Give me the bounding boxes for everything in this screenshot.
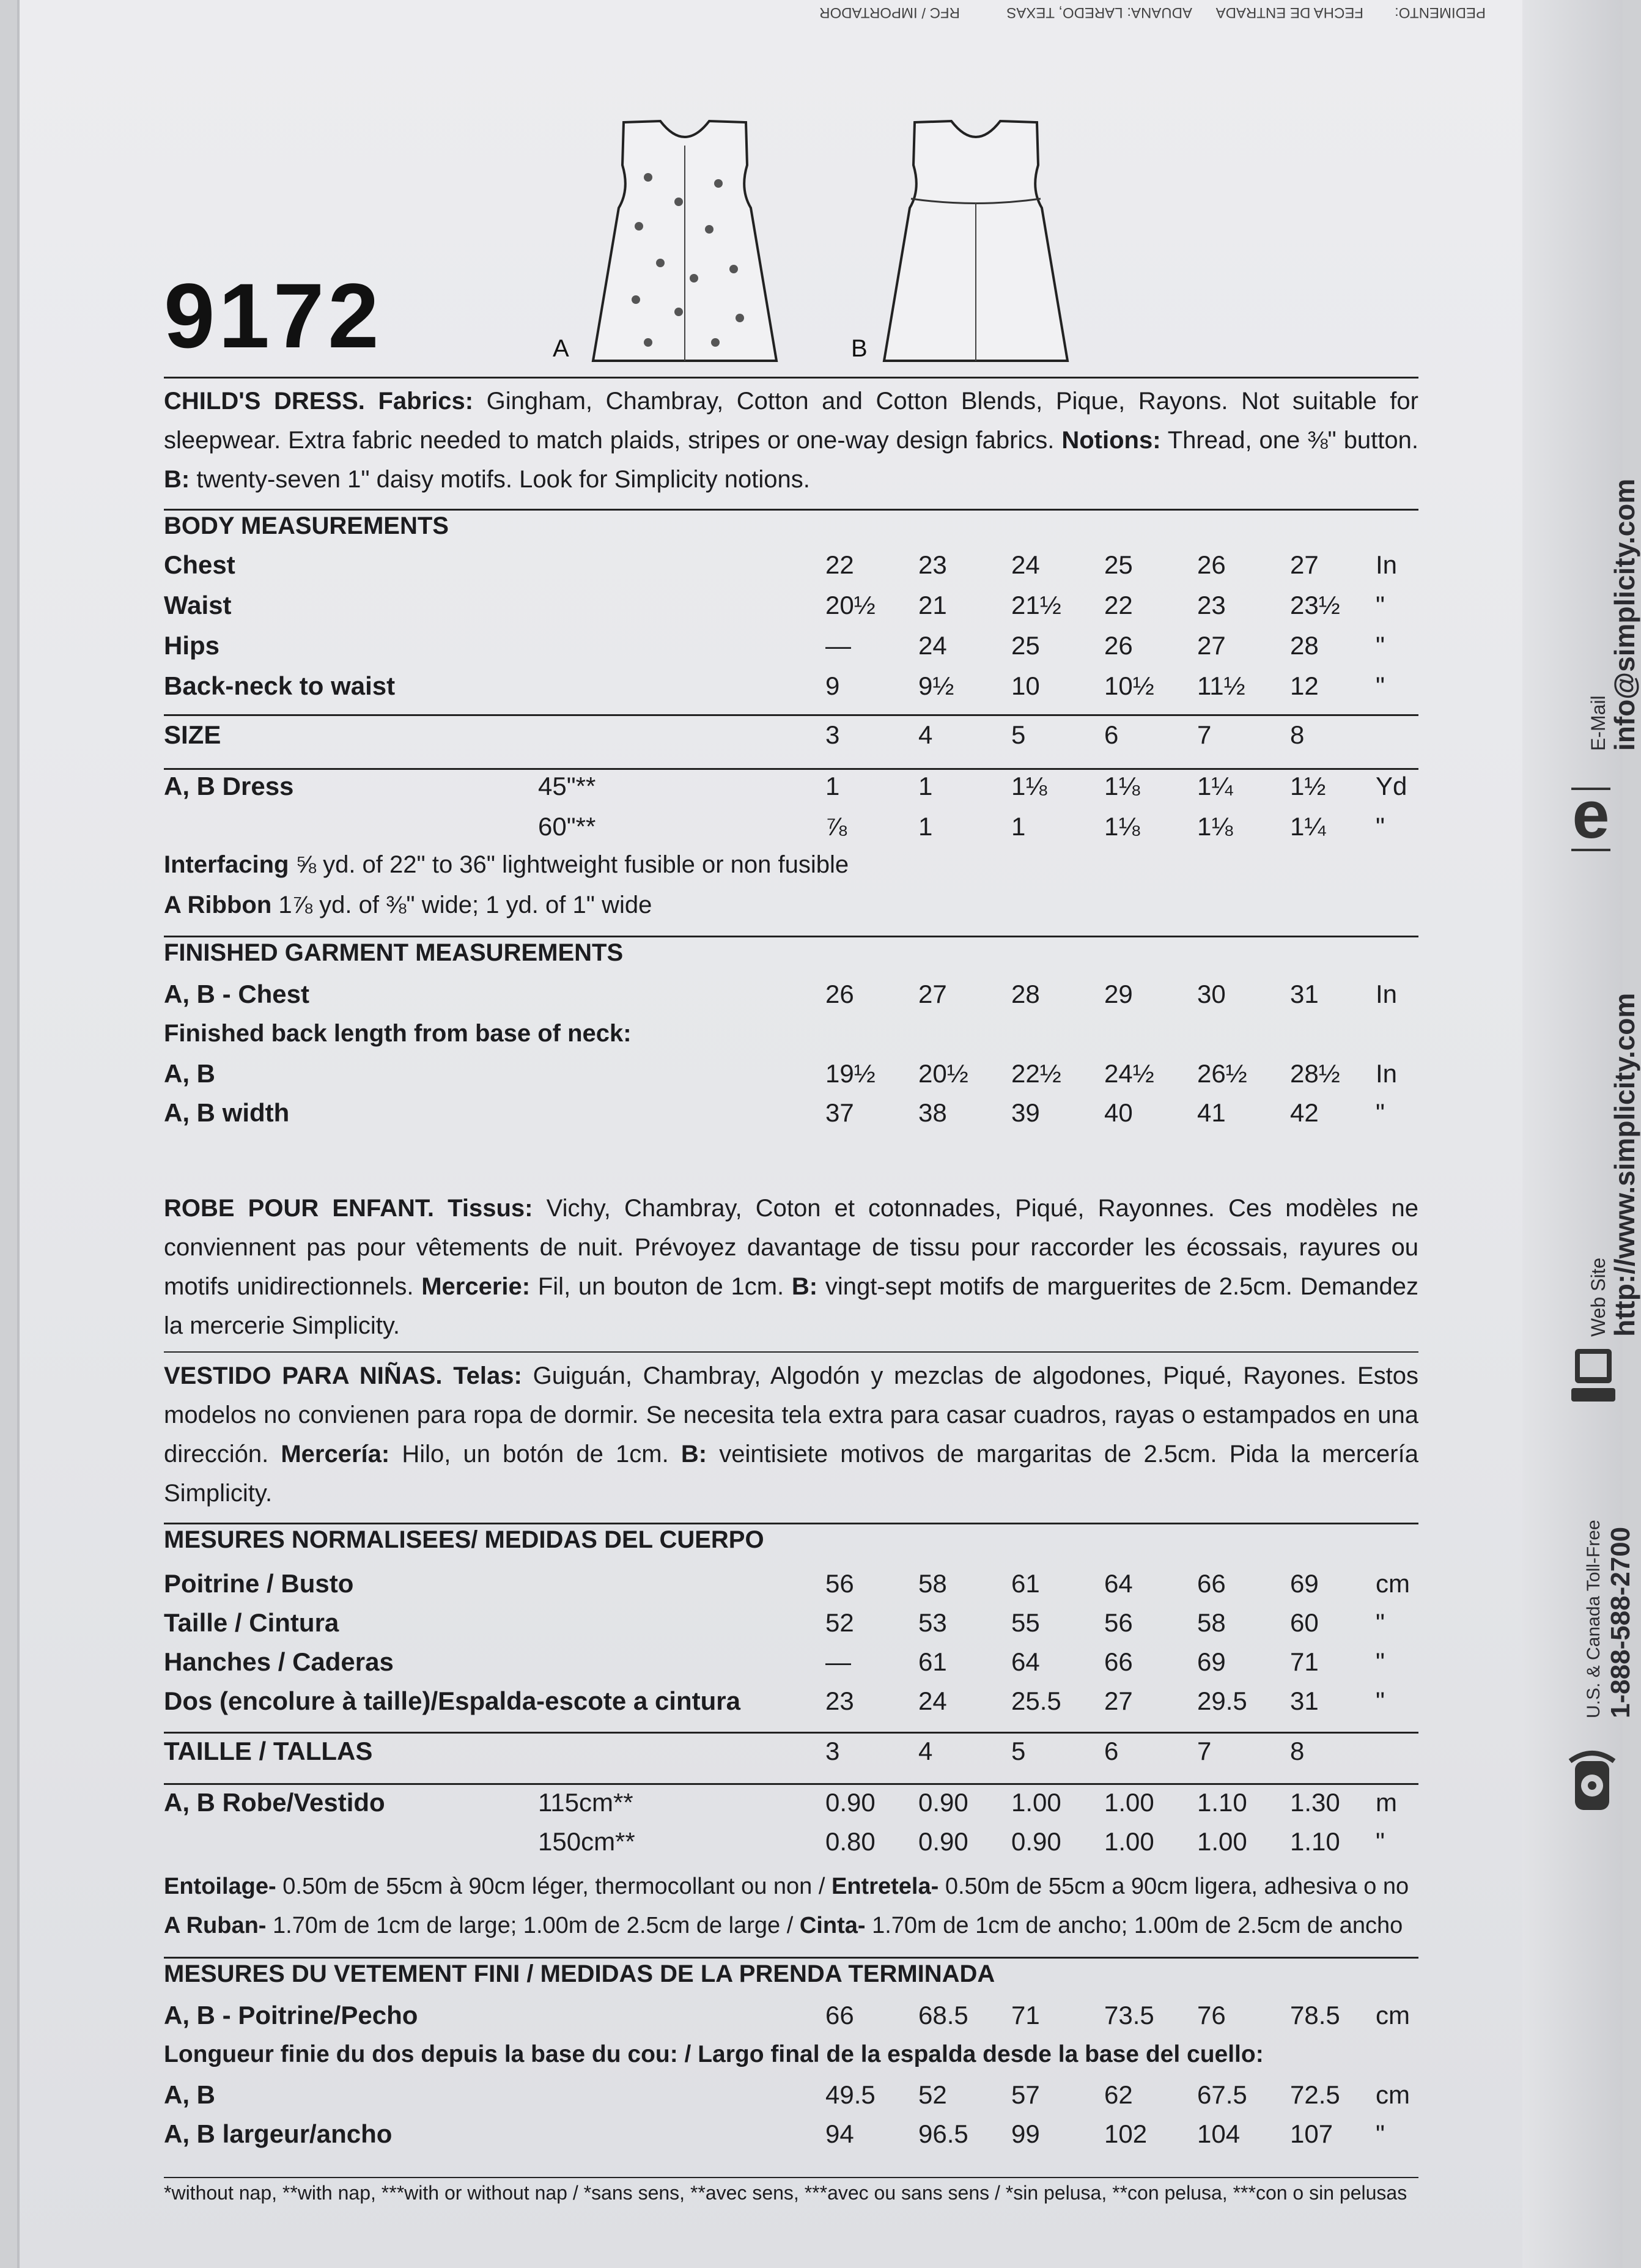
title-en: CHILD'S DRESS. [164,388,365,415]
divider [164,768,1418,770]
size-value: 104 [1197,2119,1241,2148]
size-value: 22 [825,550,854,579]
size-value: 1 [825,772,840,800]
unit: In [1376,1059,1398,1088]
size-value: 55 [1011,1608,1040,1637]
size-value: 0.90 [825,1788,876,1817]
size-value: 1⅛ [1104,812,1140,841]
size-value: 69 [1197,1647,1226,1676]
footnote: *without nap, **with nap, ***with or without nap / *sans sens, **avec sens, ***avec ou sans sens / *sin pelusa, **con pelusa, ***con o sin pelusas [164,2182,1407,2204]
fabric-width: 115cm** [538,1788,633,1817]
size-value: 64 [1104,1569,1133,1598]
metric-length-heading: Longueur finie du dos depuis la base du cou: / Largo final de la espalda desde la base del cuello: [164,2041,1264,2067]
size-value: 24 [1011,550,1040,579]
size-value: 21 [918,591,947,619]
fabrics-label-es: Telas: [453,1362,522,1389]
notions-label-fr: Mercerie: [421,1273,531,1300]
ruban-label: A Ruban- [164,1913,267,1938]
size-value: 64 [1011,1647,1040,1676]
unit: " [1376,812,1385,841]
email-label: E-Mail [1587,695,1609,751]
finished-length-heading: Finished back length from base of neck: [164,1020,632,1047]
description-en [164,382,1418,499]
size-value: 22 [1104,591,1133,619]
size-value: 1.00 [1197,1827,1247,1856]
size-value: 27 [918,980,947,1008]
size-value: 27 [1290,550,1319,579]
size-value: 9 [825,671,840,700]
size-value: 24 [918,631,947,660]
fabrics-fr: Vichy, Chambray, Coton et cotonnades, Piqué, Rayonnes. Ces modèles ne conviennent pas pour vêtements de nuit. Prévoyez davantage de tissu pour raccorder les écossais, rayures ou motifs unidirectionnels. [164,1195,1419,1300]
size-value: 3 [825,720,840,749]
size-value: 1.00 [1011,1788,1061,1817]
size-value: 22½ [1011,1059,1061,1088]
size-value: 62 [1104,2080,1133,2109]
size-value: 7 [1197,720,1212,749]
size-value: 5 [1011,1737,1026,1765]
table-row [164,2001,1418,2037]
row-label: Chest [164,550,235,579]
size-value: 23 [1197,591,1226,619]
description-fr [164,1189,1418,1345]
customs-aduana: ADUANA: LAREDO, TEXAS [1006,4,1192,21]
size-value: 66 [1197,1569,1226,1598]
size-value: 9½ [918,671,954,700]
b-text-es: veintisiete motivos de margaritas de 2.5cm. Pida la mercería Simplicity. [164,1441,1418,1507]
table-row [164,2119,1418,2156]
divider [164,936,1418,937]
view-a-label: A [553,335,569,362]
size-value: 1.10 [1197,1788,1247,1817]
size-value: 58 [1197,1608,1226,1637]
table-row [164,2080,1418,2117]
size-value: 72.5 [1290,2080,1340,2109]
size-value: 1⅛ [1011,772,1047,800]
size-value: 60 [1290,1608,1319,1637]
table-row [164,1647,1418,1684]
table-row [164,1686,1418,1723]
size-value: 6 [1104,1737,1119,1765]
size-value: 78.5 [1290,2001,1340,2030]
customs-rfc: RFC / IMPORTADOR [819,4,960,21]
cinta-text: 1.70m de 1cm de ancho; 1.00m de 2.5cm de ancho [872,1913,1403,1938]
interfacing-label: Interfacing [164,851,289,878]
unit: " [1376,591,1385,619]
size-value: 8 [1290,720,1305,749]
size-value: 58 [918,1569,947,1598]
b-text-en: twenty-seven 1" daisy motifs. Look for Simplicity notions. [196,466,810,493]
table-row [164,1608,1418,1645]
divider [164,1351,1418,1353]
size-value: 24 [918,1686,947,1715]
divider [164,509,1418,511]
size-value: 53 [918,1608,947,1637]
row-label: Poitrine / Busto [164,1569,354,1598]
unit: In [1376,550,1398,579]
divider [164,1783,1418,1785]
unit: " [1376,1608,1385,1637]
entoilage-label: Entoilage- [164,1874,276,1899]
size-value: 23½ [1290,591,1340,619]
size-value: 96.5 [918,2119,968,2148]
fabrics-en: Gingham, Chambray, Cotton and Cotton Blends, Pique, Rayons. Not suitable for sleepwear. Extra fabric needed to match plaids, stripes or one-way design fabrics. [164,388,1418,454]
size-value: 28½ [1290,1059,1340,1088]
size-value: 31 [1290,980,1319,1008]
size-value: 56 [825,1569,854,1598]
size-value: 94 [825,2119,854,2148]
size-value: 4 [918,720,933,749]
view-b-label: B [851,335,868,362]
size-value: 21½ [1011,591,1061,619]
size-value: 23 [918,550,947,579]
size-value: 102 [1104,2119,1148,2148]
size-value: 1¼ [1290,812,1326,841]
size-value: 1⅛ [1197,812,1233,841]
notions-es: Hilo, un botón de 1cm. [402,1441,669,1468]
fabrics-label-fr: Tissus: [448,1195,533,1222]
telephone-icon [1566,1749,1618,1822]
size-value: 1⅛ [1104,772,1140,800]
table-row [164,591,1418,627]
table-row [164,772,1418,808]
unit: In [1376,980,1398,1008]
unit: cm [1376,2001,1410,2030]
interfacing-text: ⅝ yd. of 22" to 36" lightweight fusible or non fusible [295,851,849,878]
size-value: 12 [1290,671,1319,700]
size-value: 3 [825,1737,840,1765]
row-label: A, B largeur/ancho [164,2119,393,2148]
size-value: 23 [825,1686,854,1715]
metric-body-heading: MESURES NORMALISEES/ MEDIDAS DEL CUERPO [164,1526,764,1553]
table-row [164,1737,1418,1773]
size-value: 68.5 [918,2001,968,2030]
size-value: 6 [1104,720,1119,749]
unit: " [1376,1827,1385,1856]
size-value: 66 [1104,1647,1133,1676]
size-value: 8 [1290,1737,1305,1765]
row-label: A, B Dress [164,772,294,800]
size-value: 61 [918,1647,947,1676]
notions-en: Thread, one ⅜" button. [1167,427,1419,454]
computer-icon [1569,1343,1618,1410]
entretela-label: Entretela- [832,1874,939,1899]
row-label: A, B [164,1059,215,1088]
metric-finished-heading: MESURES DU VETEMENT FINI / MEDIDAS DE LA PRENDA TERMINADA [164,1960,995,1987]
size-value: 73.5 [1104,2001,1154,2030]
row-label: A, B - Poitrine/Pecho [164,2001,418,2030]
size-value: 11½ [1197,671,1245,700]
size-value: 40 [1104,1098,1133,1127]
size-value: 7 [1197,1737,1212,1765]
unit: " [1376,2119,1385,2148]
unit: " [1376,1098,1385,1127]
ruban-text: 1.70m de 1cm de large; 1.00m de 2.5cm de large / [273,1913,794,1938]
notions-label-es: Mercería: [281,1441,390,1468]
table-row [164,812,1418,849]
size-value: 107 [1290,2119,1333,2148]
unit: " [1376,1647,1385,1676]
fabric-width: 150cm** [538,1827,635,1856]
row-label: Taille / Cintura [164,1608,339,1637]
size-value: 52 [918,2080,947,2109]
customs-pedimento: PEDIMENTO: [1395,4,1486,21]
entoilage-note [164,1874,1418,1900]
row-label: Hips [164,631,220,660]
b-label-en: B: [164,466,190,493]
table-row [164,1098,1418,1135]
size-value: 28 [1011,980,1040,1008]
size-value: 99 [1011,2119,1040,2148]
unit: " [1376,631,1385,660]
size-value: 69 [1290,1569,1319,1598]
size-value: 56 [1104,1608,1133,1637]
size-value: 24½ [1104,1059,1154,1088]
divider [164,1523,1418,1524]
ribbon-text: 1⅞ yd. of ⅜" wide; 1 yd. of 1" wide [278,892,652,918]
size-value: 42 [1290,1098,1319,1127]
size-value: 26 [1197,550,1226,579]
size-value: 1.00 [1104,1788,1154,1817]
table-row [164,1788,1418,1825]
customs-strip [734,0,1486,24]
size-value: 49.5 [825,2080,876,2109]
title-fr: ROBE POUR ENFANT. [164,1195,435,1222]
size-label: TAILLE / TALLAS [164,1737,373,1765]
size-value: 27 [1104,1686,1133,1715]
divider [164,1732,1418,1734]
size-value: 25 [1104,550,1133,579]
cinta-label: Cinta- [799,1913,866,1938]
divider [164,714,1418,716]
size-value: 25 [1011,631,1040,660]
table-row [164,1059,1418,1096]
size-value: 57 [1011,2080,1040,2109]
size-value: 20½ [918,1059,968,1088]
email-address[interactable]: info@simplicity.com [1609,478,1640,751]
unit: " [1376,1686,1385,1715]
unit: " [1376,671,1385,700]
row-label: Dos (encolure à taille)/Espalda-escote a cintura [164,1686,740,1715]
size-value: 67.5 [1197,2080,1247,2109]
divider [164,377,1418,379]
unit: Yd [1376,772,1407,800]
size-value: 29.5 [1197,1686,1247,1715]
entoilage-text: 0.50m de 55cm à 90cm léger, thermocollant ou non / [282,1874,825,1899]
size-value: 20½ [825,591,876,619]
row-label: Back-neck to waist [164,671,396,700]
size-value: — [825,631,851,660]
size-value: 10 [1011,671,1040,700]
finished-heading: FINISHED GARMENT MEASUREMENTS [164,939,624,966]
size-value: 29 [1104,980,1133,1008]
svg-text:e: e [1572,777,1610,852]
website-url[interactable]: http://www.simplicity.com [1609,992,1640,1337]
size-value: 41 [1197,1098,1226,1127]
size-value: 27 [1197,631,1226,660]
divider [164,2177,1418,2178]
table-row [164,980,1418,1016]
size-value: 28 [1290,631,1319,660]
entretela-text: 0.50m de 55cm a 90cm ligera, adhesiva o no [945,1874,1409,1899]
size-value: 38 [918,1098,947,1127]
size-value: 30 [1197,980,1226,1008]
size-value: 19½ [825,1059,876,1088]
size-value: 5 [1011,720,1026,749]
size-value: 26½ [1197,1059,1247,1088]
size-value: 61 [1011,1569,1040,1598]
fabric-width: 45"** [538,772,596,800]
size-value: 0.90 [1011,1827,1061,1856]
table-row [164,1827,1418,1864]
notions-label-en: Notions: [1061,427,1161,454]
size-value: 1 [918,772,933,800]
size-value: 26 [1104,631,1133,660]
size-value: 1.00 [1104,1827,1154,1856]
table-row [164,671,1418,708]
size-value: 0.80 [825,1827,876,1856]
size-value: 1 [918,812,933,841]
website-label: Web Site [1587,1257,1609,1337]
size-label: SIZE [164,720,221,749]
row-label: Waist [164,591,232,619]
row-label: A, B Robe/Vestido [164,1788,385,1817]
size-value: 26 [825,980,854,1008]
unit: cm [1376,1569,1410,1598]
table-row [164,550,1418,587]
size-value: 0.90 [918,1788,968,1817]
size-value: 76 [1197,2001,1226,2030]
fabrics-es: Guiguán, Chambray, Algodón y mezclas de algodones, Piqué, Rayones. Estos modelos no convienen para ropa de dormir. Se necesita tela extra para casar cuadros, rayas o estampados en una dirección. [164,1362,1419,1468]
size-value: 1.10 [1290,1827,1340,1856]
divider [164,1957,1418,1959]
pattern-number: 9172 [164,264,383,367]
size-value: 37 [825,1098,854,1127]
unit: m [1376,1788,1397,1817]
interfacing-note [164,851,1418,879]
size-value: 25.5 [1011,1686,1061,1715]
table-row [164,631,1418,668]
size-value: ⅞ [825,812,847,841]
size-value: 39 [1011,1098,1040,1127]
ruban-note [164,1913,1418,1939]
size-value: 71 [1011,2001,1040,2030]
phone-number[interactable]: 1-888-588-2700 [1606,1526,1635,1718]
row-label: A, B - Chest [164,980,310,1008]
ribbon-note [164,892,1418,919]
title-es: VESTIDO PARA NIÑAS. [164,1362,443,1389]
size-value: 10½ [1104,671,1154,700]
fabrics-label-en: Fabrics: [378,388,474,415]
table-row [164,720,1418,757]
size-value: — [825,1647,851,1676]
size-value: 71 [1290,1647,1319,1676]
size-value: 52 [825,1608,854,1637]
table-row [164,1569,1418,1606]
description-es [164,1356,1418,1513]
phone-label: U.S. & Canada Toll-Free [1584,1520,1604,1718]
ribbon-label: A Ribbon [164,892,272,918]
size-value: 31 [1290,1686,1319,1715]
view-b-drawing [878,116,1074,367]
b-label-es: B: [680,1441,707,1468]
row-label: A, B width [164,1098,290,1127]
b-label-fr: B: [791,1273,818,1300]
size-value: 1½ [1290,772,1326,800]
size-value: 66 [825,2001,854,2030]
body-measurements-heading: BODY MEASUREMENTS [164,512,449,539]
b-text-fr: vingt-sept motifs de marguerites de 2.5cm. Demandez la mercerie Simplicity. [164,1273,1419,1339]
fabric-width: 60"** [538,812,596,841]
size-value: 1¼ [1197,772,1233,800]
size-value: 1 [1011,812,1026,841]
unit: cm [1376,2080,1410,2109]
size-value: 0.90 [918,1827,968,1856]
view-a-drawing [587,116,783,367]
notions-fr: Fil, un bouton de 1cm. [537,1273,784,1300]
row-label: Hanches / Caderas [164,1647,394,1676]
row-label: A, B [164,2080,215,2109]
email-icon [1566,770,1615,868]
size-value: 4 [918,1737,933,1765]
customs-fecha: FECHA DE ENTRADA [1215,4,1363,21]
size-value: 1.30 [1290,1788,1340,1817]
